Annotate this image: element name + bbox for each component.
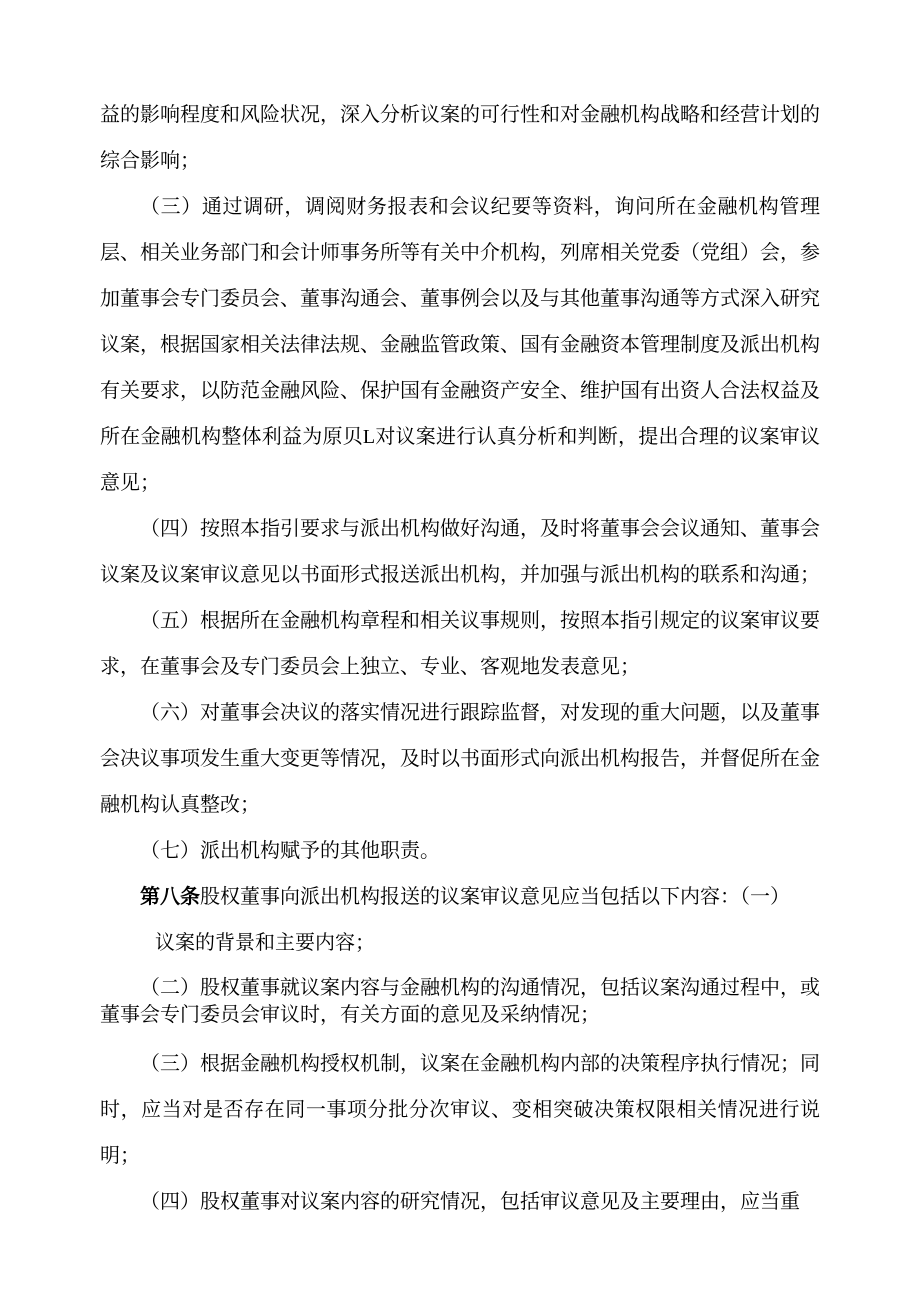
body-paragraph-item-4: （四）按照本指引要求与派出机构做好沟通，及时将董事会会议通知、董事会议案及议案审议意见以书面形式报送派出机构，并加强与派出机构的联系和沟通； (100, 518, 820, 586)
article-8-number: 第八条 (140, 886, 200, 908)
article-8-text: 股权董事向派出机构报送的议案审议意见应当包括以下内容：（一） (200, 886, 790, 908)
body-paragraph-item-7: （七）派出机构赋予的其他职责。 (140, 840, 440, 862)
body-paragraph-continuation: 益的影响程度和风险状况，深入分析议案的可行性和对金融机构战略和经营计划的综合影响； (100, 104, 820, 172)
body-paragraph-item-5: （五）根据所在金融机构章程和相关议事规则，按照本指引规定的议案审议要求，在董事会及专门委员会上独立、专业、客观地发表意见； (100, 610, 820, 678)
article-8-heading-paragraph (100, 874, 820, 920)
article-8-subitem-3: （三）根据金融机构授权机制，议案在金融机构内部的决策程序执行情况；同时，应当对是否存在同一事项分批分次审议、变相突破决策权限相关情况进行说明； (100, 1053, 820, 1167)
body-paragraph-item-6: （六）对董事会决议的落实情况进行跟踪监督，对发现的重大问题，以及董事会决议事项发生重大变更等情况，及时以书面形式向派出机构报告，并督促所在金融机构认真整改； (100, 702, 820, 816)
article-8-subitem-2: （二）股权董事就议案内容与金融机构的沟通情况，包括议案沟通过程中，或董事会专门委员会审议时，有关方面的意见及采纳情况； (100, 977, 820, 1026)
article-8-subitem-1: 议案的背景和主要内容； (155, 932, 375, 954)
article-8-subitem-4: （四）股权董事对议案内容的研究情况，包括审议意见及主要理由，应当重 (140, 1191, 800, 1213)
body-paragraph-item-3: （三）通过调研，调阅财务报表和会议纪要等资料，询问所在金融机构管理层、相关业务部门和会计师事务所等有关中介机构，列席相关党委（党组）会，参加董事会专门委员会、董事沟通会、董事例会以及与其他董事沟通等方式深入研究议案，根据国家相关法律法规、金融监管政策、国有金融资本管理制度及派出机构有关要求，以防范金融风险、保护国有金融资产安全、维护国有出资人合法权益及所在金融机构整体利益为原贝L对议案进行认真分析和判断，提出合理的议案审议意见； (100, 196, 820, 494)
